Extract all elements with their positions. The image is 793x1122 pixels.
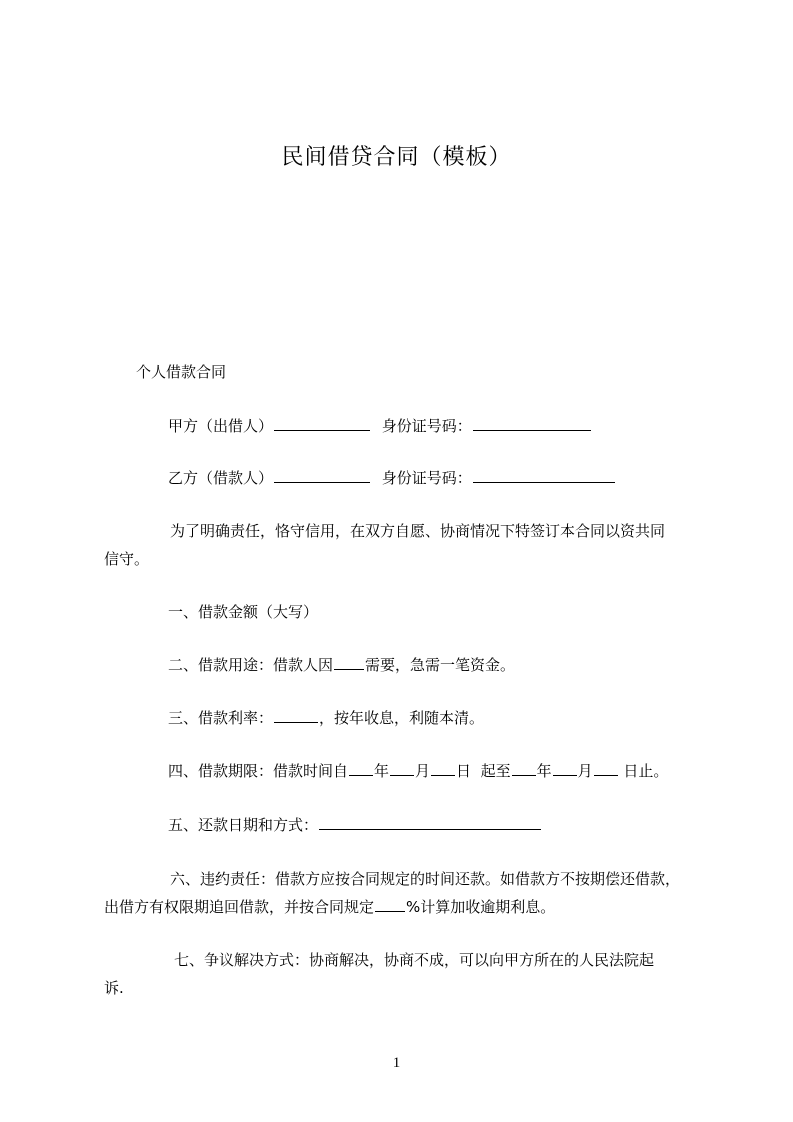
start-month-label: 月 [415,762,431,780]
clause-interest-rate [168,708,484,728]
party-a-id-blank [473,416,591,431]
preamble-line-2: 信守。 [104,550,150,568]
interest-rate-blank [274,708,318,723]
party-b-id-blank [473,468,615,483]
loan-purpose-blank [334,655,364,670]
page-number: 1 [392,1055,401,1071]
end-day-label: 日止。 [618,762,669,780]
clause-repayment [168,815,542,835]
document-title: 民间借贷合同（模板） [281,145,512,170]
end-year-blank [512,761,536,776]
start-year-blank [349,761,373,776]
party-b-label: 乙方（借款人） [168,469,274,487]
preamble-line-1: 为了明确责任，恪守信用，在双方自愿、协商情况下特签订本合同以资共同 [170,522,666,540]
party-a-name-blank [274,416,370,431]
clause-loan-term-pre: 四、借款期限：借款时间自 [168,762,349,780]
start-day-blank [431,761,455,776]
party-b-id-label: 身份证号码： [381,469,472,487]
clause-loan-purpose-pre: 二、借款用途：借款人因 [168,656,334,674]
end-year-label: 年 [536,762,552,780]
end-month-blank [553,761,577,776]
clause-interest-rate-post: ，按年收息，利随本清。 [319,709,485,727]
clause-breach-line-2-post: %计算加收逾期利息。 [406,898,556,916]
clause-loan-term [168,761,668,781]
overdue-rate-blank [375,897,405,912]
party-a-id-label: 身份证号码： [381,417,472,435]
clause-loan-purpose-post: 需要，急需一笔资金。 [365,656,516,674]
contract-subtitle: 个人借款合同 [136,363,227,381]
party-a-line [168,416,592,436]
end-day-blank [594,761,618,776]
repayment-blank [319,815,541,830]
start-month-blank [390,761,414,776]
clause-loan-amount: 一、借款金额（大写） [168,603,319,621]
clause-dispute-line-2: 诉. [104,979,124,997]
clause-breach-line-2-pre: 出借方有权限期追回借款，并按合同规定 [104,898,375,916]
clause-loan-purpose [168,655,515,675]
clause-dispute-line-1: 七、争议解决方式：协商解决，协商不成，可以向甲方所在的人民法院起 [174,951,655,969]
clause-interest-rate-pre: 三、借款利率： [168,709,274,727]
clause-breach-line-1: 六、违约责任：借款方应按合同规定的时间还款。如借款方不按期偿还借款， [170,870,681,888]
party-a-label: 甲方（出借人） [168,417,274,435]
clause-breach-line-2 [104,897,555,917]
clause-repayment-label: 五、还款日期和方式： [168,816,319,834]
end-month-label: 月 [577,762,593,780]
party-b-name-blank [274,468,370,483]
start-year-label: 年 [374,762,390,780]
start-day-label: 日 起至 [456,762,511,780]
party-b-line [168,468,616,488]
